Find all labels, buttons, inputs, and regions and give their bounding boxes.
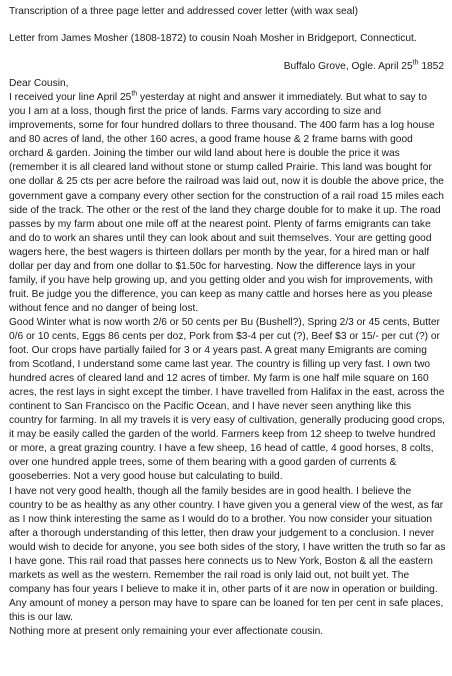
document-title: Transcription of a three page letter and addressed cover letter (with wax seal): [9, 6, 359, 17]
paragraph-2: Good Winter what is now worth 2/6 or 50 cents per Bu (Bushell?), Spring 2/3 or 45 cents, Butter 0/6 or 10 cents, Eggs 86 cents per doz, Pork from $3-4 per cut (?), Beef $3 or 15/- per cut (?) or foot. Our crops have partially failed for 3 or 4 years past. A great many Emigrants are coming from Scotland, I understand some came last year. The country is filling up very fast. I own two hundred acres of cleared land and 12 acres of timber. My farm is one half mile square on 160 acres, the rest lays in sight except the timber. I have travelled from Halifax in the east, across the continent to San Francisco on the Pacific Ocean, and I have never seen anything like this country for farming. In all my travels it is very easy of cultivation, generally producing good crops, it may be easily called the garden of the world. Farmers keep from 12 sheep to twelve hundred or more, a great grazing country. I have a few sheep, 16 head of cattle, 4 good horses, 8 colts, over one hundred apple trees, some of them bearing with a good garden of currents & gooseberries. Not a very good house but calculating to build.: [9, 316, 445, 483]
paragraph-3: I have not very good health, though all the family besides are in good health. I believe the country to be as healthy as any other country. I have given you a general view of the west, as far as I now think interesting the same as I would do to a brother. You now consider your situation after a thorough understanding of this letter, then draw your judgement to a conclusion. I never would wish to decide for anyone, you see both sides of the story, I have written the truth so far as I have gone. This rail road that passes here connects us to New York, Boston & all the eastern markets as well as the western. Remember the rail road is only laid out, not built yet. The company has four years I believe to make it in, other parts of it are now in operation or building. Any amount of money a person may have to spare can be loaned for ten per cent in safe places, this is our law.: [9, 485, 446, 623]
paragraph-1-start: I received your line April 25: [9, 92, 132, 104]
salutation: Dear Cousin,: [9, 78, 69, 90]
closing-line: Nothing more at present only remaining your ever affectionate cousin.: [9, 625, 324, 637]
place-date-year: 1852: [418, 61, 444, 73]
place-date-suffix: th: [412, 59, 419, 67]
place-and-date: [9, 60, 446, 74]
place-date-text: Buffalo Grove, Ogle. April 25: [283, 61, 413, 73]
paragraph-1-rest: yesterday at night and answer it immediately. But what to say to you I am at a loss, though first the price of lands. Farms vary according to size and improvements, some for four hundred dollars to three thousand. The 400 farm has a log house and 80 acres of land, the other 160 acres, a good frame house & 2 frame barns with good orchard & garden. Joining the timber our wild land about here is double the price it was (remember it is all cleared land without stone or stump called Prairie. This land was bought for one dollar & 25 cts per acre before the railroad was laid out, now it is double the above price, the government gave a company every other section for the construction of a rail road 15 miles each side of the track. The other or the rest of the land they charge double for to make it up. The road passes by my farm about one mile off at the nearest point. Plenty of farms emigrants can take and do to work an shares until they can look about and suit themselves. Your are getting good wagers here, the best wagers is thirteen dollars per month by the year, for a hired man or half dollar per day and from one dollar to $1.50c for harvesting. Now the difference lays in your family, if you have help growing up, and you getting older and you wish for improvements, with fruit. Be judge you the difference, you can keep as many cattle and horses here as you please without fence and no danger of being lost.: [9, 92, 444, 314]
paragraph-1-suffix: th: [131, 90, 138, 98]
paragraph-1: [9, 91, 446, 316]
document-subtitle: Letter from James Mosher (1808-1872) to cousin Noah Mosher in Bridgeport, Connecticut.: [9, 33, 417, 45]
